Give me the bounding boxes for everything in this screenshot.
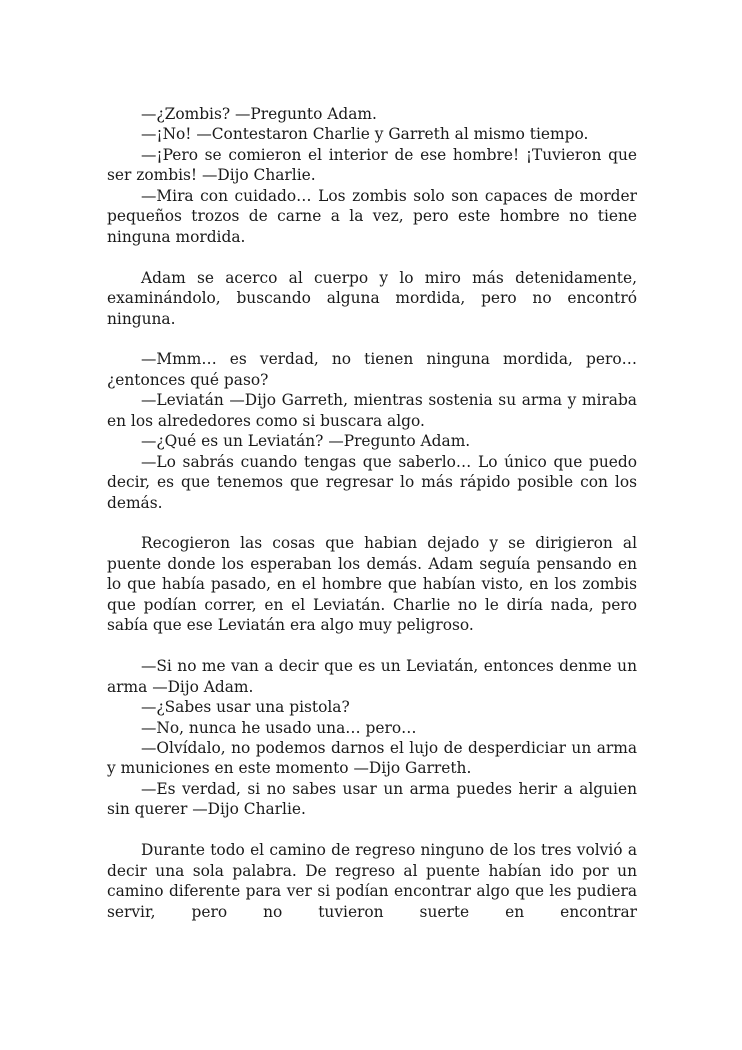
paragraph-gap	[107, 329, 637, 349]
paragraph: —¡No! —Contestaron Charlie y Garreth al mismo tiempo.	[141, 125, 589, 144]
paragraph: —No, nunca he usado una… pero…	[141, 718, 417, 737]
paragraph: —Olvídalo, no podemos darnos el lujo de desperdiciar un arma y municiones en este momento —Dijo Garreth.	[107, 738, 637, 778]
paragraph: —Si no me van a decir que es un Leviatán, entonces denme un arma —Dijo Adam.	[107, 657, 637, 696]
paragraph-gap	[107, 636, 637, 656]
paragraph: —¿Qué es un Leviatán? —Pregunto Adam.	[141, 432, 471, 451]
paragraph: —¿Sabes usar una pistola?	[141, 698, 350, 717]
paragraph-gap	[107, 513, 637, 533]
paragraph: —Leviatán —Dijo Garreth, mientras sostenia su arma y miraba en los alrededores como si buscara algo.	[107, 391, 637, 430]
page-text	[107, 104, 637, 922]
paragraph: —Mmm… es verdad, no tienen ninguna mordida, pero… ¿entonces qué paso?	[107, 350, 637, 389]
paragraph: —¡Pero se comieron el interior de ese hombre! ¡Tuvieron que ser zombis! —Dijo Charlie.	[107, 145, 637, 185]
paragraph: Recogieron las cosas que habian dejado y se dirigieron al puente donde los esperaban los demás. Adam seguía pensando en lo que había pasado, en el hombre que habían visto, en los zombis que podían correr, en el Leviatán. Charlie no le diría nada, pero sabía que ese Leviatán era algo muy peligroso.	[107, 534, 637, 635]
paragraph: —Lo sabrás cuando tengas que saberlo… Lo único que puedo decir, es que tenemos que regresar lo más rápido posible con los demás.	[107, 452, 637, 512]
paragraph-gap	[107, 247, 637, 267]
paragraph: —Mira con cuidado… Los zombis solo son capaces de morder pequeños trozos de carne a la vez, pero este hombre no tiene ninguna mordida.	[107, 186, 637, 246]
paragraph: —¿Zombis? —Pregunto Adam.	[141, 105, 377, 123]
paragraph: Durante todo el camino de regreso ninguno de los tres volvió a decir una sola palabra. De regreso al puente habían ido por un camino diferente para ver si podían encontrar algo que les pudiera servir, pero no tuvieron suerte en encontrar	[107, 841, 637, 921]
paragraph: Adam se acerco al cuerpo y lo miro más detenidamente, examinándolo, buscando alguna mordida, pero no encontró ninguna.	[107, 268, 637, 328]
paragraph-gap	[107, 820, 637, 840]
paragraph: —Es verdad, si no sabes usar un arma puedes herir a alguien sin querer —Dijo Charlie.	[107, 779, 637, 819]
